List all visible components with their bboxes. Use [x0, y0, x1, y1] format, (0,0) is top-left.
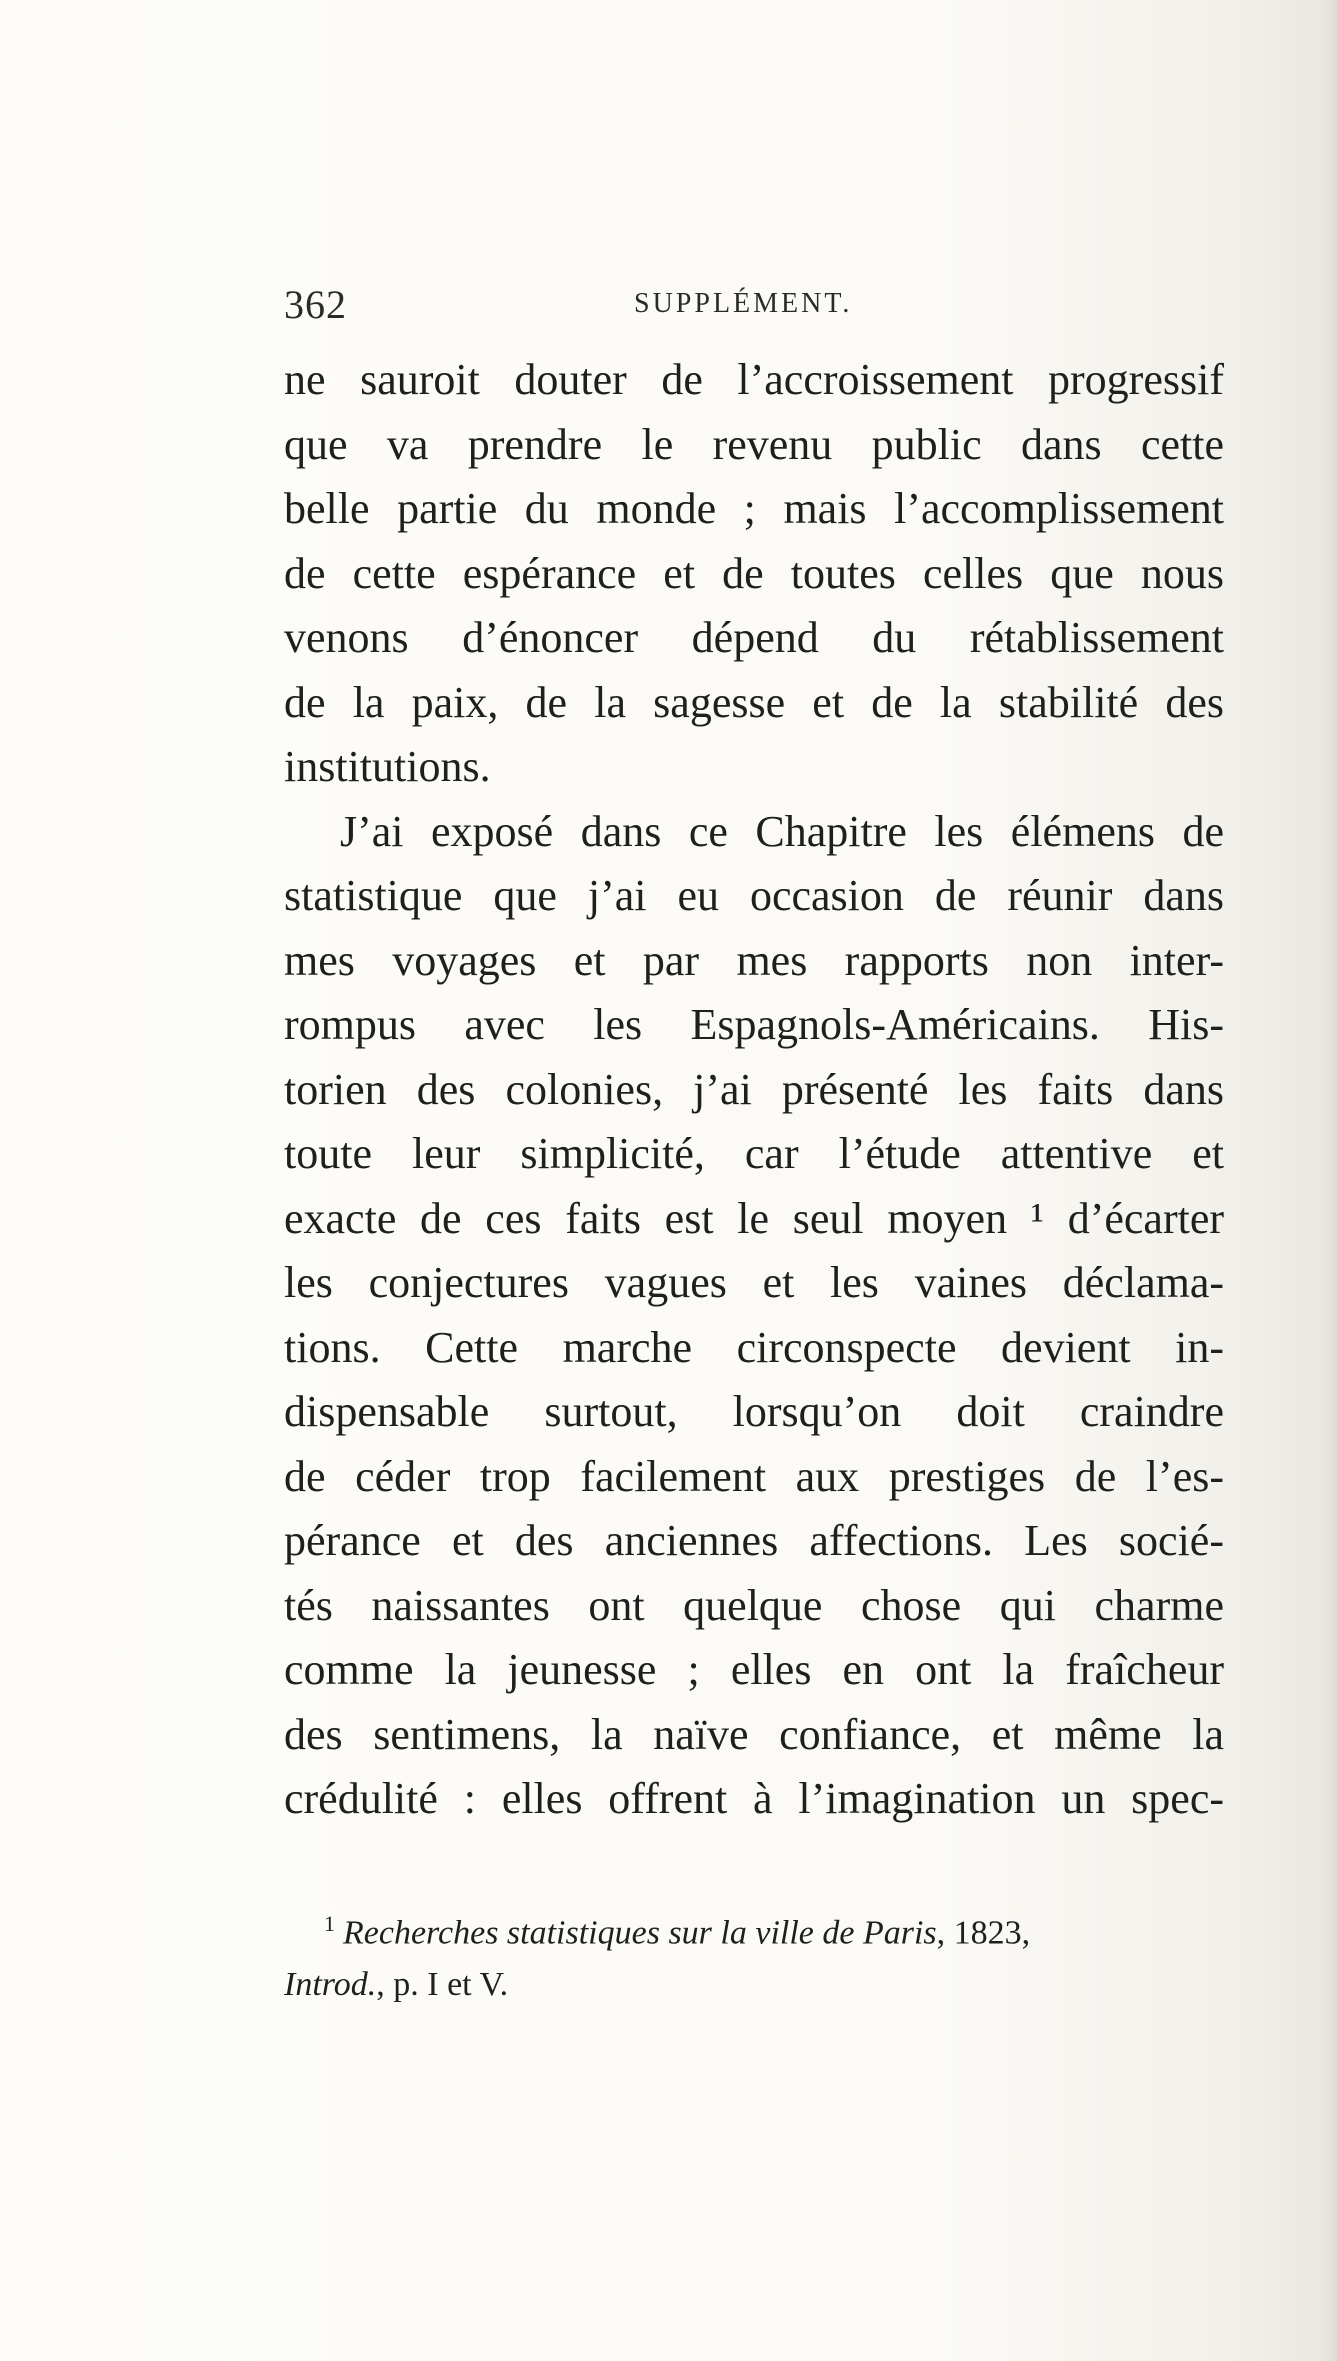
text-line: de céder trop facilement aux prestiges de l’es-: [284, 1451, 1224, 1501]
text-line: de la paix, de la sagesse et de la stabilité des: [284, 677, 1224, 727]
page-edge-shadow: [1319, 0, 1337, 2361]
text-line: les conjectures vagues et les vaines déclama-: [284, 1258, 1224, 1307]
text-line: dispensable surtout, lorsqu’on doit craindre: [284, 1387, 1224, 1436]
footnote-line: [284, 1959, 1224, 2011]
text-line: institutions.: [284, 742, 491, 791]
text-line: crédulité : elles offrent à l’imagination un spec-: [284, 1774, 1224, 1823]
running-head: [284, 280, 1224, 328]
footnote-pages: , p. I et V.: [376, 1966, 509, 2004]
text-line: que va prendre le revenu public dans cette: [284, 419, 1224, 469]
footnote-source-title: Recherches statistiques sur la ville de Paris: [343, 1914, 937, 1952]
text-line: tions. Cette marche circonspecte devient in-: [284, 1322, 1224, 1372]
text-line: exacte de ces faits est le seul moyen ¹ d’écarter: [284, 1193, 1224, 1243]
text-line: ne sauroit douter de l’accroissement progressif: [284, 355, 1224, 404]
running-title: SUPPLÉMENT.: [634, 288, 853, 319]
text-line: torien des colonies, j’ai présenté les faits dans: [284, 1064, 1224, 1114]
text-line: comme la jeunesse ; elles en ont la fraîcheur: [284, 1645, 1224, 1694]
footnote-section: Introd.: [284, 1966, 377, 2004]
text-line: de cette espérance et de toutes celles que nous: [284, 548, 1224, 598]
text-line: statistique que j’ai eu occasion de réunir dans: [284, 871, 1224, 920]
text-line: pérance et des anciennes affections. Les socié-: [284, 1516, 1224, 1565]
body-text: [284, 348, 1224, 1832]
text-line: rompus avec les Espagnols-Américains. His-: [284, 1000, 1224, 1049]
text-line: toute leur simplicité, car l’étude attentive et: [284, 1129, 1224, 1178]
text-line: belle partie du monde ; mais l’accomplissement: [284, 484, 1224, 533]
page-number: 362: [284, 281, 347, 327]
footnote-year: , 1823,: [936, 1914, 1031, 1952]
paragraph-start-line: J’ai exposé dans ce Chapitre les élémens de: [340, 806, 1224, 856]
text-line: mes voyages et par mes rapports non inter-: [284, 935, 1224, 985]
text-line: tés naissantes ont quelque chose qui charme: [284, 1580, 1224, 1630]
text-line: des sentimens, la naïve confiance, et même la: [284, 1709, 1224, 1759]
footnote: [284, 1898, 1224, 2011]
footnote-marker: 1: [324, 1911, 335, 1936]
footnote-line: [284, 1898, 1224, 1959]
text-line: venons d’énoncer dépend du rétablissement: [284, 613, 1224, 662]
